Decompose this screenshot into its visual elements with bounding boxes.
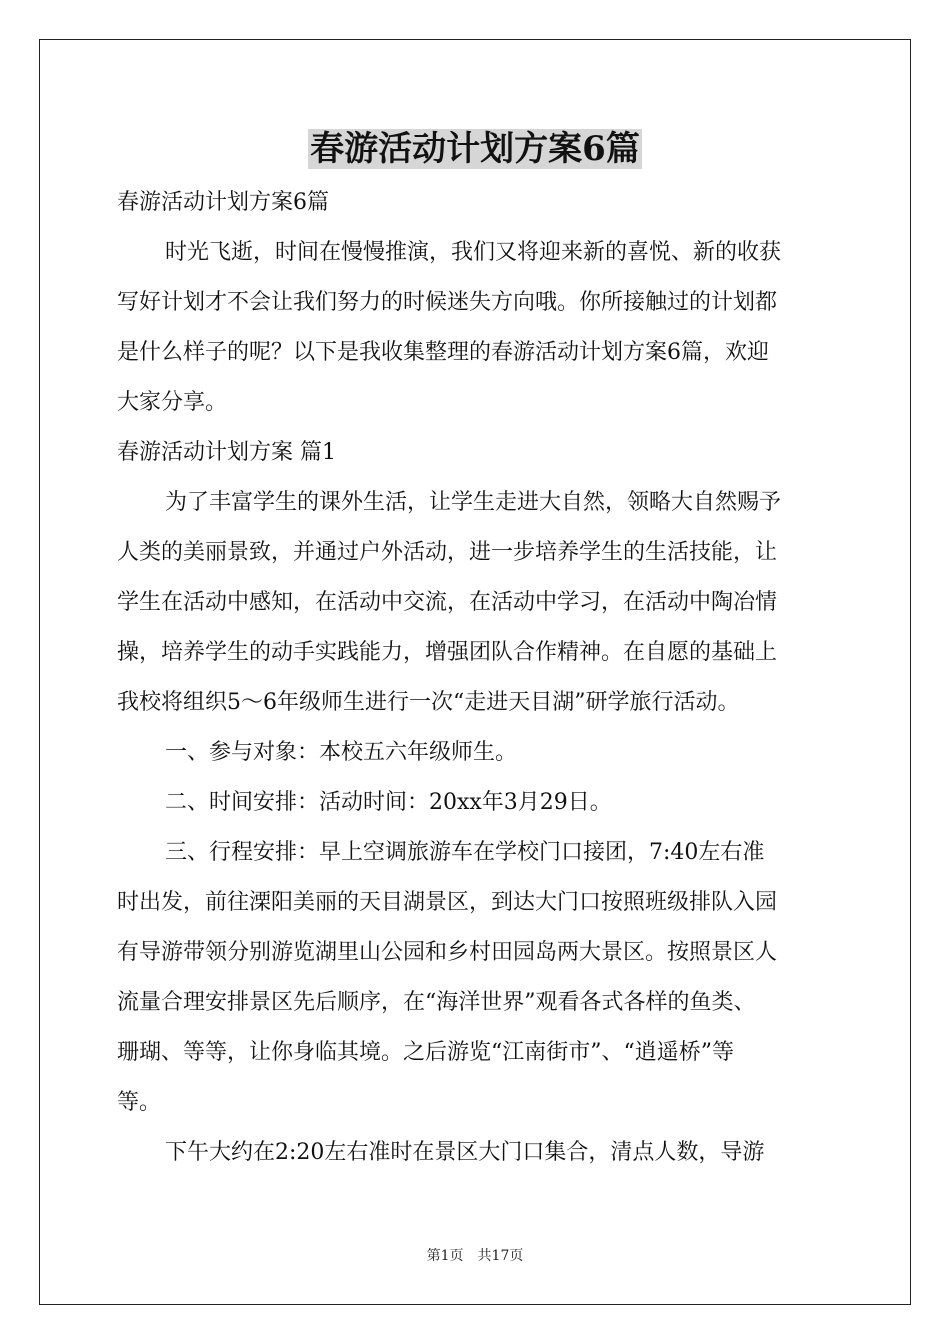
paragraph-line: 大家分享。: [117, 390, 228, 415]
paragraph-line: 三、行程安排：早上空调旅游车在学校门口接团，7:40左右准: [165, 840, 765, 865]
paragraph-line: 一、参与对象：本校五六年级师生。: [165, 740, 518, 765]
paragraph-line: 是什么样子的呢？以下是我收集整理的春游活动计划方案6篇，欢迎: [117, 340, 769, 365]
page-footer: [0, 1246, 950, 1266]
paragraph-line: 学生在活动中感知，在活动中交流，在活动中学习，在活动中陶冶情: [117, 590, 778, 615]
document-title-text: 春游活动计划方案6篇: [310, 129, 640, 169]
paragraph-line: 二、时间安排：活动时间：20xx年3月29日。: [165, 790, 612, 815]
paragraph-line: 时光飞逝，时间在慢慢推演，我们又将迎来新的喜悦、新的收获: [165, 240, 782, 265]
paragraph-line: 珊瑚、等等，让你身临其境。之后游览“江南街市”、“逍遥桥”等: [117, 1040, 734, 1065]
paragraph-line: 为了丰富学生的课外生活，让学生走进大自然，领略大自然赐予: [165, 490, 782, 515]
paragraph-line: 下午大约在2:20左右准时在景区大门口集合，清点人数，导游: [165, 1140, 765, 1165]
document-title: [0, 127, 950, 171]
paragraph-line: 我校将组织5～6年级师生进行一次“走进天目湖”研学旅行活动。: [117, 690, 740, 715]
page-number: 第1页: [426, 1248, 464, 1264]
paragraph-line: 人类的美丽景致，并通过户外活动，进一步培养学生的生活技能，让: [117, 540, 778, 565]
paragraph-line: 时出发，前往溧阳美丽的天目湖景区，到达大门口按照班级排队入园: [117, 890, 778, 915]
document-body: [117, 178, 833, 1178]
paragraph-line: 有导游带领分别游览湖里山公园和乡村田园岛两大景区。按照景区人: [117, 940, 778, 965]
paragraph-line: 等。: [117, 1090, 162, 1115]
section-heading: 春游活动计划方案 篇1: [117, 440, 336, 465]
page-total: 共17页: [477, 1248, 524, 1264]
paragraph-line: 写好计划才不会让我们努力的时候迷失方向哦。你所接触过的计划都: [117, 290, 778, 315]
subtitle-line: 春游活动计划方案6篇: [117, 190, 329, 215]
paragraph-line: 操，培养学生的动手实践能力，增强团队合作精神。在自愿的基础上: [117, 640, 778, 665]
paragraph-line: 流量合理安排景区先后顺序，在“海洋世界”观看各式各样的鱼类、: [117, 990, 756, 1015]
